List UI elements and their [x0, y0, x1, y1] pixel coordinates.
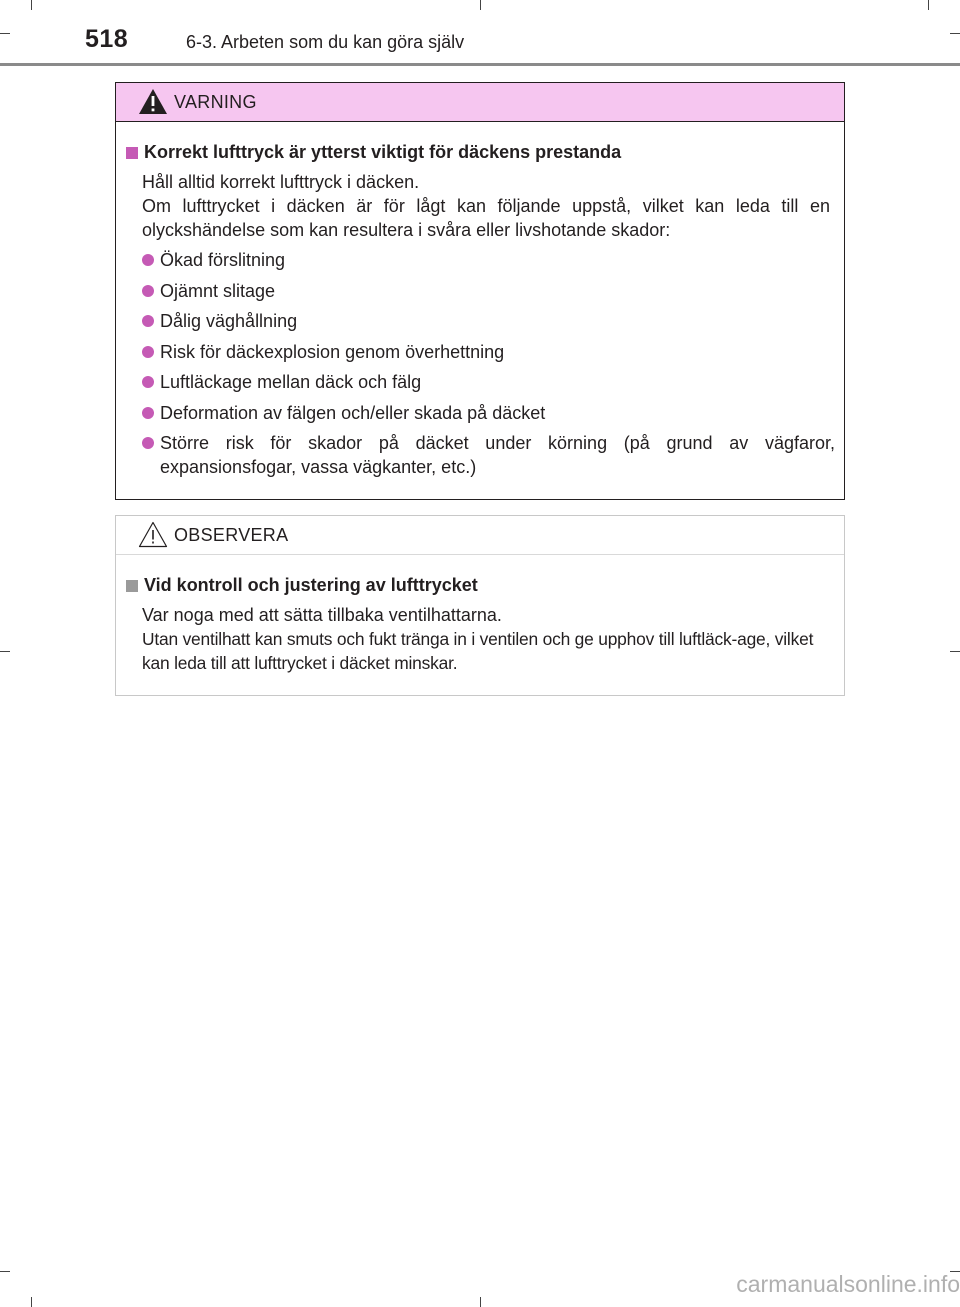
caution-header — [116, 516, 844, 555]
list-item: Ojämnt slitage — [140, 279, 835, 310]
watermark: carmanualsonline.info — [736, 1271, 960, 1297]
crop-mark — [0, 1271, 10, 1272]
warning-bullet-list — [140, 248, 835, 485]
warning-box — [115, 82, 845, 500]
warning-intro-line1: Håll alltid korrekt lufttryck i däcken. — [142, 172, 420, 192]
caution-subheading — [126, 575, 478, 596]
warning-header — [116, 83, 844, 122]
warning-subheading — [126, 142, 621, 163]
list-item: Ökad förslitning — [140, 248, 835, 279]
list-item: Dålig väghållning — [140, 309, 835, 340]
page-header — [0, 0, 960, 66]
warning-triangle-icon — [138, 88, 168, 115]
dot-bullet-icon — [142, 346, 154, 358]
dot-bullet-icon — [142, 285, 154, 297]
warning-subheading-text: Korrekt lufttryck är ytterst viktigt för däckens prestanda — [144, 142, 622, 162]
list-item: Större risk för skador på däcket under körning (på grund av vägfaror, expansionsfogar, vassa vägkanter, etc.) — [140, 431, 835, 485]
dot-bullet-icon — [142, 376, 154, 388]
list-item: Luftläckage mellan däck och fälg — [140, 370, 835, 401]
caution-subheading-text: Vid kontroll och justering av lufttrycket — [144, 575, 478, 595]
caution-label: OBSERVERA — [174, 525, 289, 545]
warning-intro-line2: Om lufttrycket i däcken är för lågt kan följande uppstå, vilket kan leda till en olyckshändelse som kan resultera i svåra eller livshotande skador: — [142, 196, 830, 240]
crop-mark — [480, 1297, 481, 1307]
square-bullet-icon — [126, 147, 138, 159]
warning-label: VARNING — [174, 92, 257, 112]
dot-bullet-icon — [142, 407, 154, 419]
crop-mark — [31, 1297, 32, 1307]
crop-mark — [950, 651, 960, 652]
caution-triangle-icon — [138, 521, 168, 548]
dot-bullet-icon — [142, 437, 154, 449]
crop-mark — [0, 651, 10, 652]
caution-box — [115, 515, 845, 696]
list-item: Risk för däckexplosion genom överhettning — [140, 340, 835, 371]
dot-bullet-icon — [142, 254, 154, 266]
dot-bullet-icon — [142, 315, 154, 327]
caution-line1: Var noga med att sätta tillbaka ventilhattarna. — [142, 605, 502, 625]
square-bullet-icon — [126, 580, 138, 592]
section-title: 6-3. Arbeten som du kan göra själv — [186, 32, 465, 52]
page-number: 518 — [85, 25, 129, 53]
header-divider — [0, 63, 960, 66]
caution-line2: Utan ventilhatt kan smuts och fukt tränga in i ventilen och ge upphov till luftläck-age, vilket kan leda till att lufttrycket i däcket minskar. — [142, 629, 814, 673]
list-item: Deformation av fälgen och/eller skada på däcket — [140, 401, 835, 432]
